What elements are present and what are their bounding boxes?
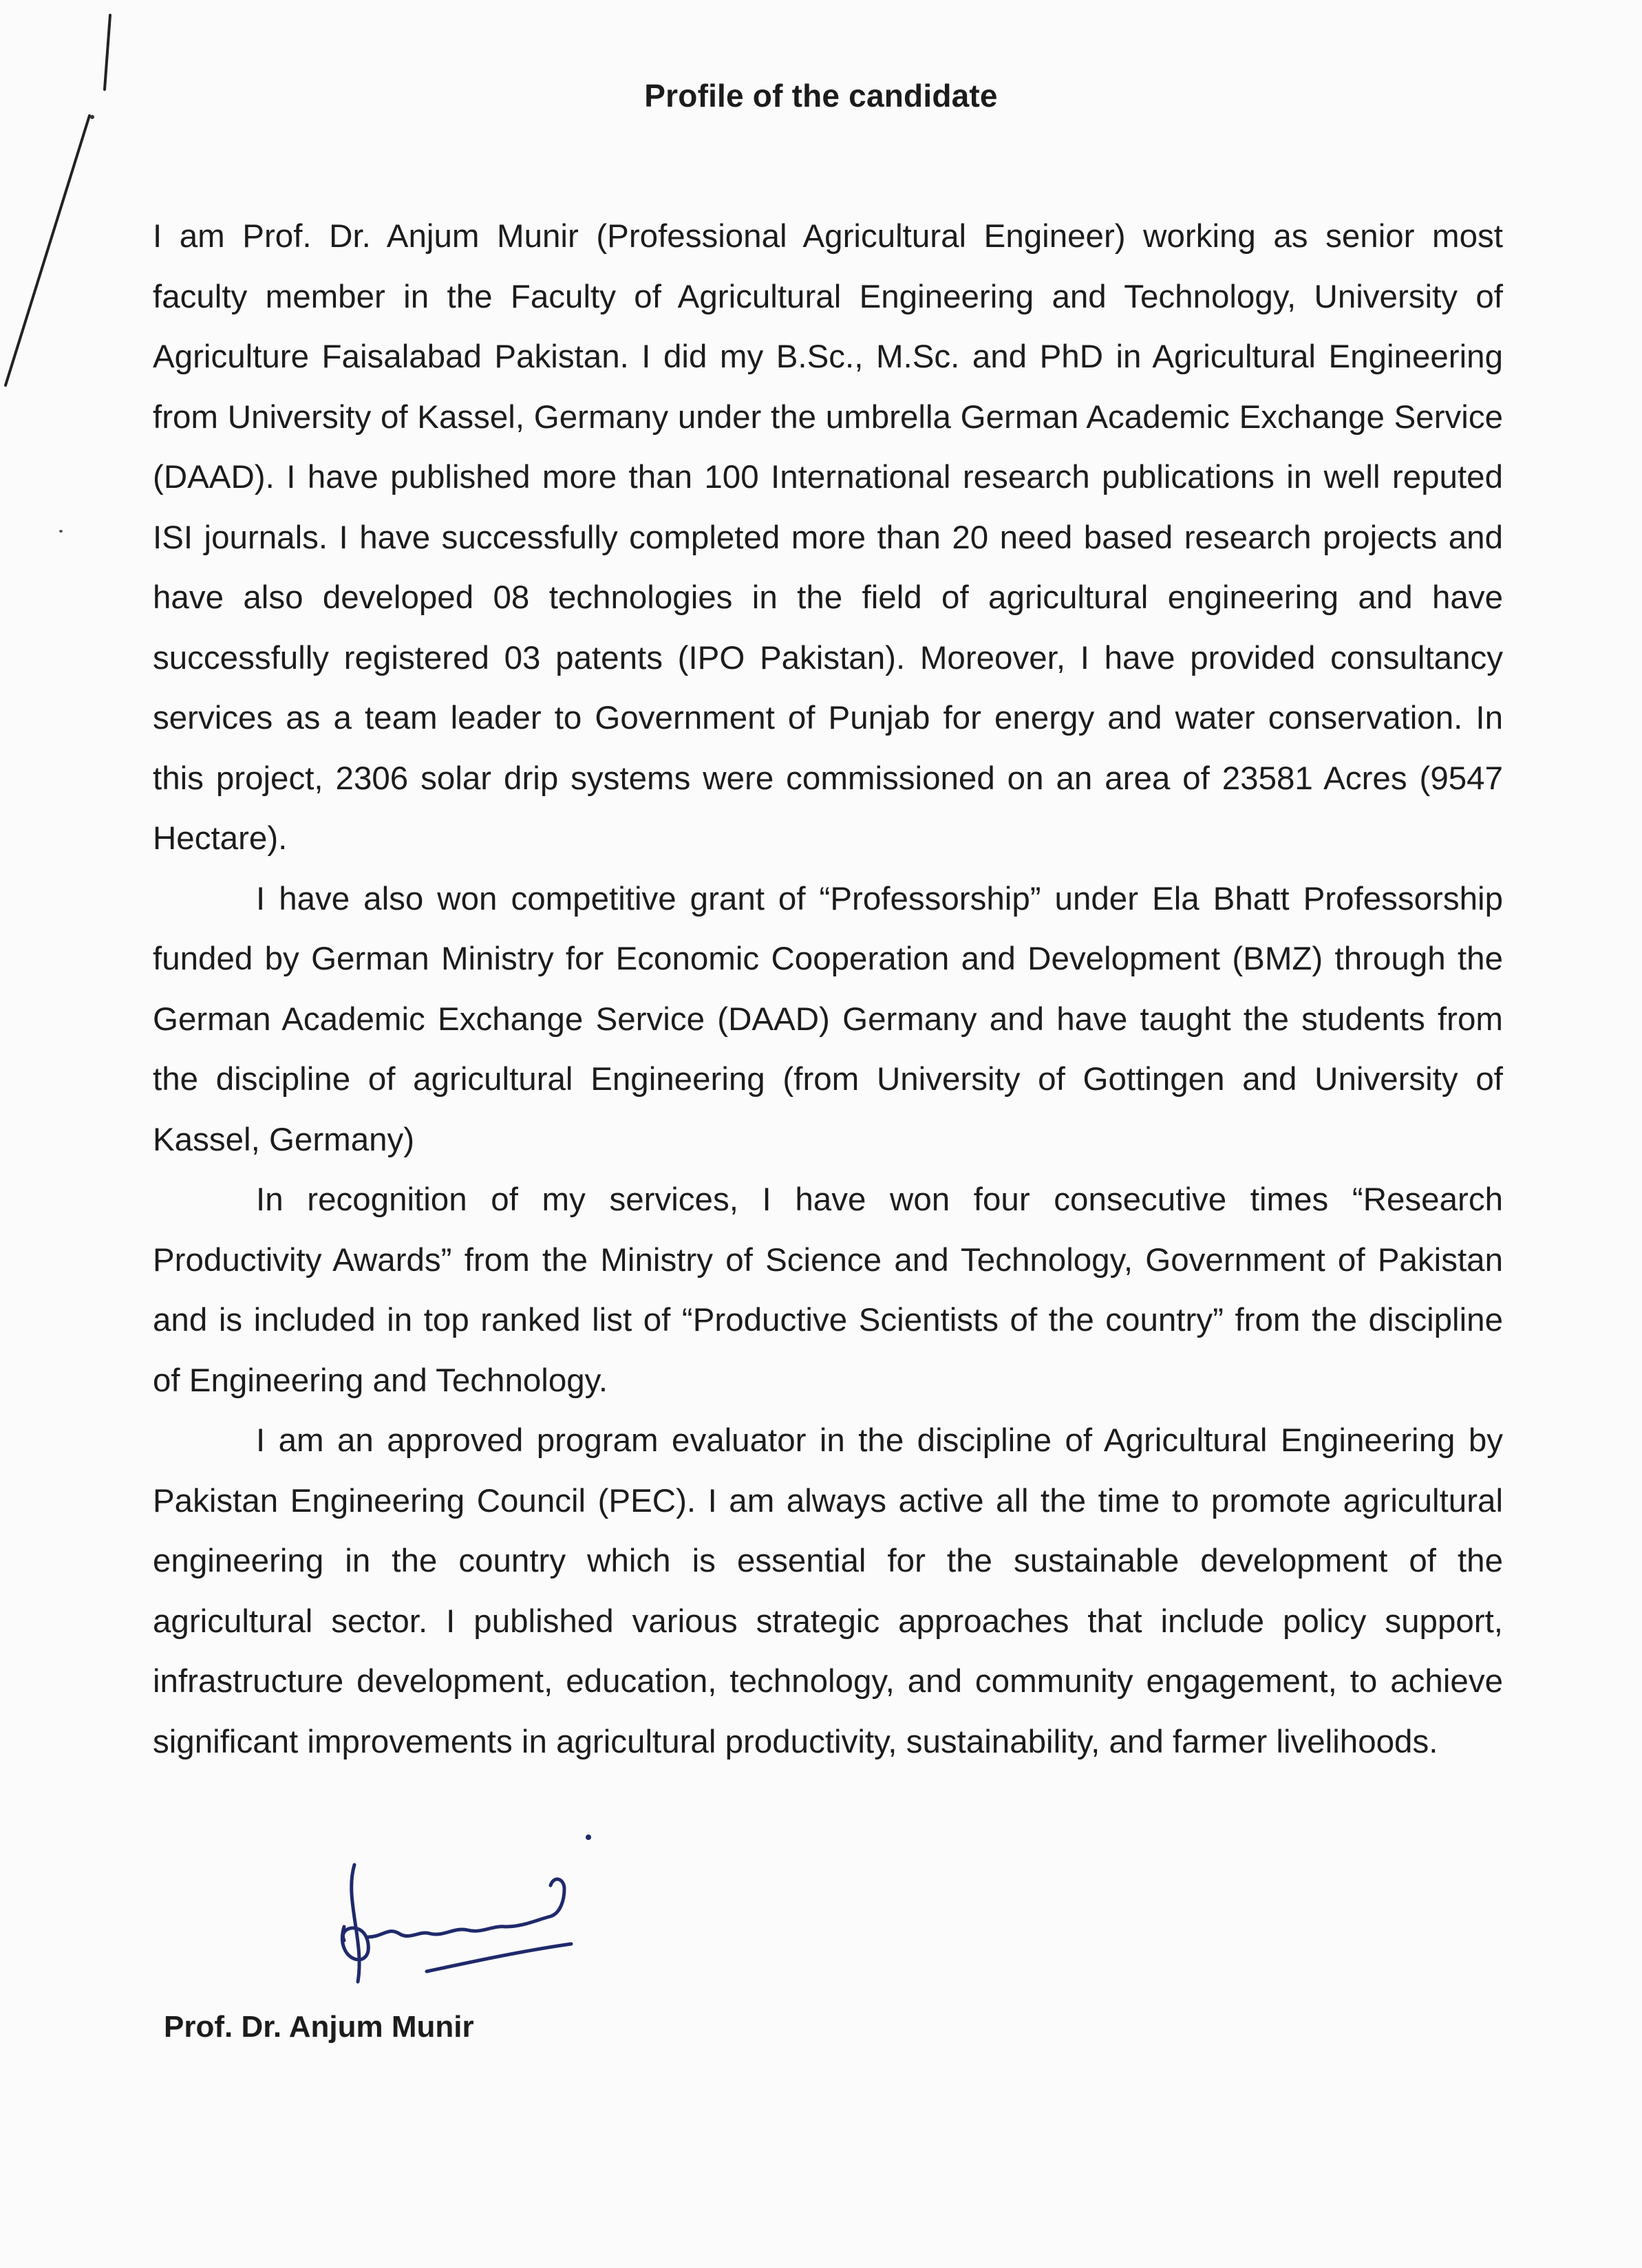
paragraph-introduction: I am Prof. Dr. Anjum Munir (Professional Agricultural Engineer) working as senior most faculty member in the Faculty of Agricultural Engineering and Technology, University of Agriculture Faisalabad Pakistan. I did my B.Sc., M.Sc. and PhD in Agricultural Engineering from University of Kassel, Germany under the umbrella German Academic Exchange Service (DAAD). I have published more than 100 International research publications in well reputed ISI journals. I have successfully completed more than 20 need based research projects and have also developed 08 technologies in the field of agricultural engineering and have successfully registered 03 patents (IPO Pakistan). Moreover, I have provided consultancy services as a team leader to Government of Punjab for energy and water conservation. In this project, 2306 solar drip systems were commissioned on an area of 23581 Acres (9547 Hectare). — [153, 218, 1503, 857]
paragraph-awards: In recognition of my services, I have won four consecutive times “Research Productivity Awards” from the Ministry of Science and Technology, Government of Pakistan and is included in top ranked list of “Productive Scientists of the country” from the discipline of Engineering and Technology. — [153, 1181, 1503, 1399]
margin-pen-stroke — [0, 0, 138, 413]
document-body — [153, 206, 1503, 1772]
scan-speck — [59, 530, 63, 533]
document-title: Profile of the candidate — [644, 78, 998, 114]
signatory-name: Prof. Dr. Anjum Munir — [164, 2010, 474, 2044]
paragraph-professorship: I have also won competitive grant of “Professorship” under Ela Bhatt Professorship funded by German Ministry for Economic Cooperation and Development (BMZ) through the German Academic Exchange Service (DAAD) Germany and have taught the students from the discipline of agricultural Engineering (from University of Gottingen and University of Kassel, Germany) — [153, 880, 1503, 1158]
paragraph-evaluator: I am an approved program evaluator in the discipline of Agricultural Engineering by Pakistan Engineering Council (PEC). I am always active all the time to promote agricultural engineering in the country which is essential for the sustainable development of the agricultural sector. I published various strategic approaches that include policy support, infrastructure development, education, technology, and community engagement, to achieve significant improvements in agricultural productivity, sustainability, and farmer livelihoods. — [153, 1422, 1503, 1760]
handwritten-signature — [317, 1823, 633, 2002]
